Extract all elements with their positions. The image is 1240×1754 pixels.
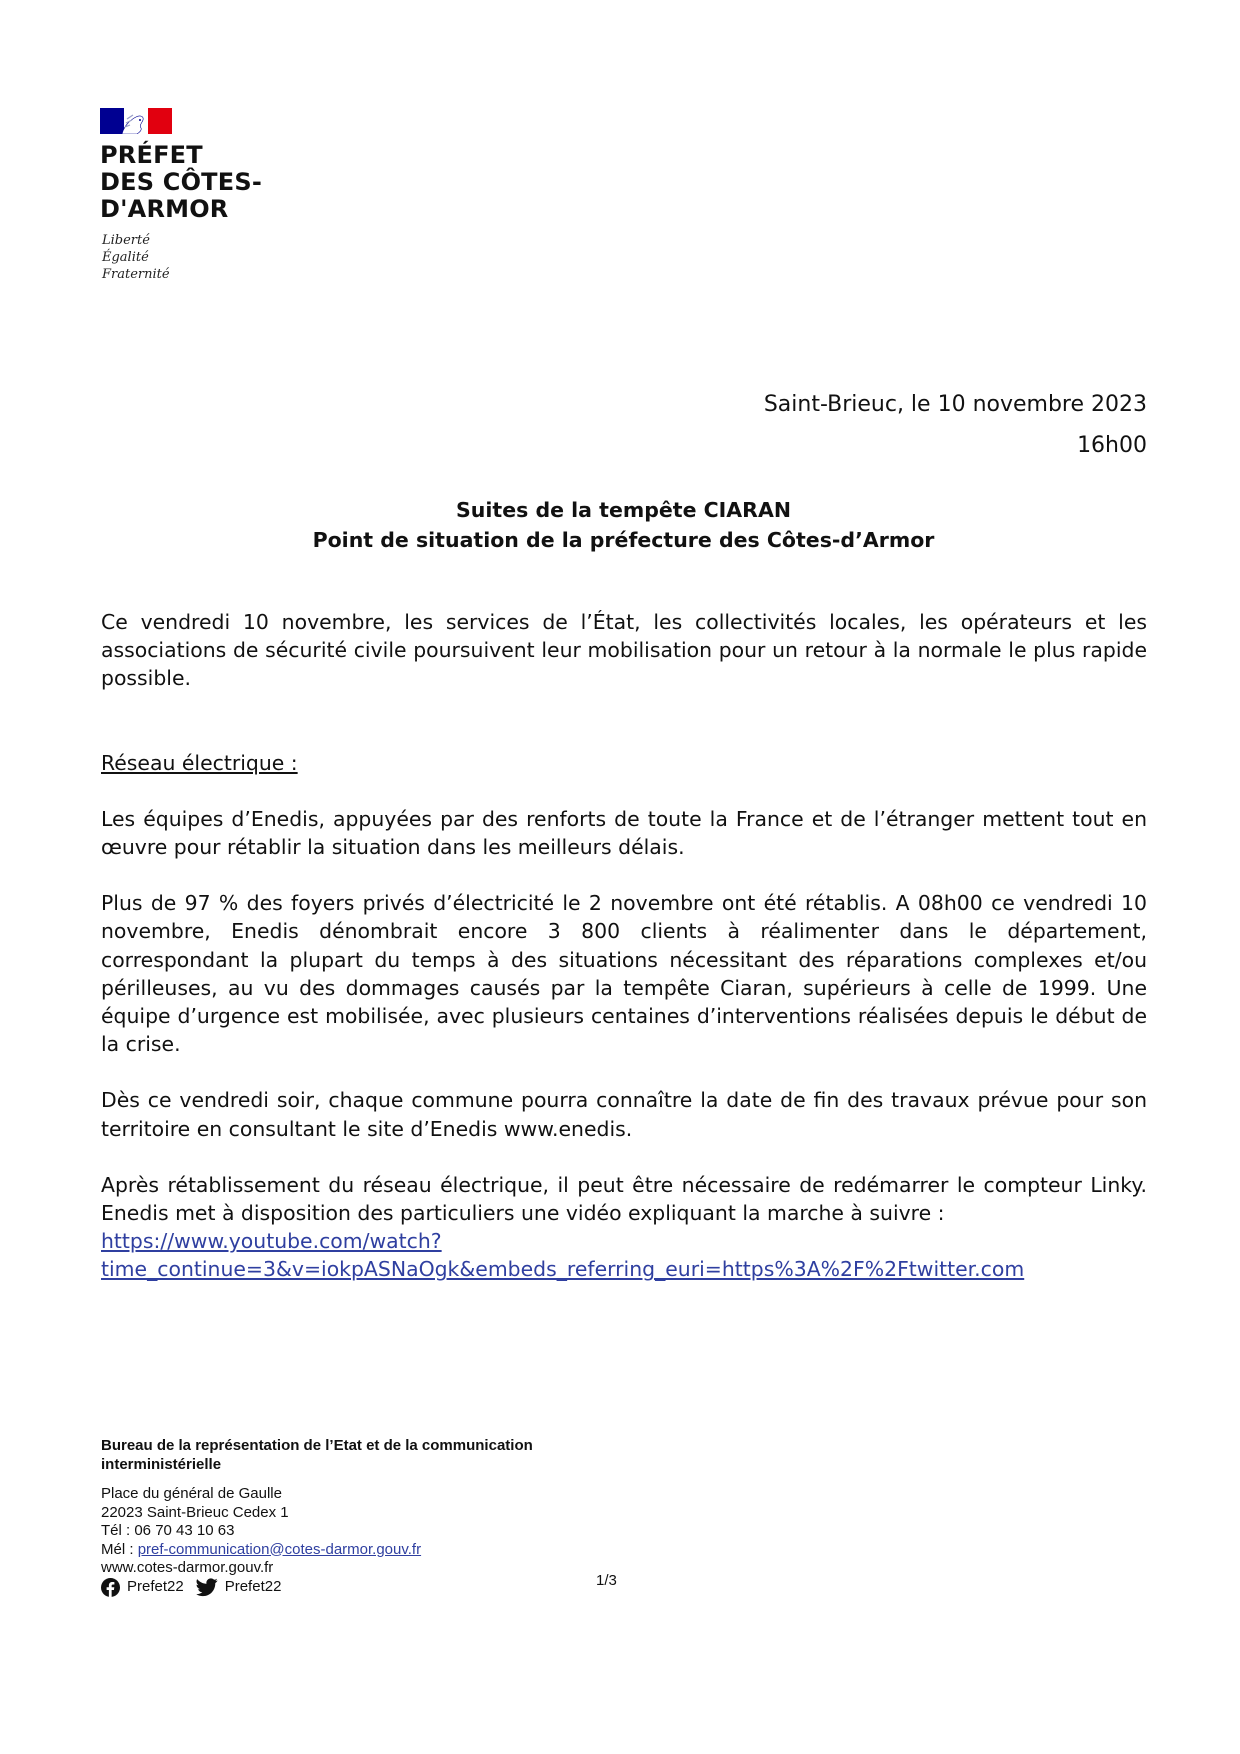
footer-social-row <box>101 1578 621 1597</box>
twitter-handle: Prefet22 <box>224 1577 282 1595</box>
footer-website[interactable]: www.cotes-darmor.gouv.fr <box>101 1559 274 1576</box>
video-link-line-1[interactable]: https://www.youtube.com/watch? <box>101 1229 442 1254</box>
intro-paragraph: Ce vendredi 10 novembre, les services de l’État, les collectivités locales, les opérateurs et les associations de sécurité civile poursuivent leur mobilisation pour un retour à la normale le plus rapide possible. <box>101 610 1147 691</box>
video-link[interactable] <box>101 1227 1147 1283</box>
footer-phone: Tél : 06 70 43 10 63 <box>101 1522 235 1539</box>
twitter-icon <box>196 1578 218 1597</box>
facebook-handle: Prefet22 <box>127 1577 184 1595</box>
marianne-flag-icon <box>100 108 172 134</box>
facebook-icon <box>101 1578 120 1597</box>
footer-email-link[interactable]: pref-communication@cotes-darmor.gouv.fr <box>137 1540 422 1558</box>
title-line-2: Point de situation de la préfecture des Côtes-d’Armor <box>312 528 935 552</box>
facebook-link[interactable] <box>101 1578 184 1597</box>
agency-name: PRÉFET DES CÔTES- D'ARMOR <box>100 141 262 223</box>
paragraph-restoration-status: Plus de 97 % des foyers privés d’électricité le 2 novembre ont été rétablis. A 08h00 ce vendredi 10 novembre, Enedis dénombrait encore 3 800 clients à réalimenter dans le département, correspondant la plupart du temps à des situations nécessitant des réparations complexes et/ou périlleuses, au vu des dommages causés par la tempête Ciaran, supérieurs à celle de 1999. Une équipe d’urgence est mobilisée, avec plusieurs centaines d’interventions réalisées depuis le début de la crise. <box>101 891 1147 1057</box>
place-date: Saint-Brieuc, le 10 novembre 2023 <box>763 392 1147 417</box>
paragraph-linky-restart: Après rétablissement du réseau électrique, il peut être nécessaire de redémarrer le compteur Linky. Enedis met à disposition des particuliers une vidéo expliquant la marche à suivre : <box>101 1172 1147 1226</box>
page-number: 1/3 <box>596 1572 617 1589</box>
release-time: 16h00 <box>1077 433 1147 458</box>
paragraph-enedis-teams: Les équipes d’Enedis, appuyées par des renforts de toute la France et de l’étranger mettent tout en œuvre pour rétablir la situation dans les meilleurs délais. <box>101 806 1147 860</box>
paragraph-end-date-info: Dès ce vendredi soir, chaque commune pourra connaître la date de fin des travaux prévue pour son territoire en consultant le site d’Enedis www.enedis. <box>101 1088 1147 1141</box>
twitter-link[interactable] <box>196 1578 282 1597</box>
section-heading-electric-network: Réseau électrique : <box>101 750 298 775</box>
footer-address-line-1: Place du général de Gaulle <box>101 1485 282 1502</box>
footer-address-line-2: 22023 Saint-Brieuc Cedex 1 <box>101 1503 289 1521</box>
footer-email-label: Mél : <box>101 1540 138 1558</box>
video-link-line-2[interactable]: time_continue=3&v=iokpASNaOgk&embeds_referring_euri=https%3A%2F%2Ftwitter.com <box>101 1257 1025 1282</box>
press-release-title <box>100 495 1147 555</box>
title-line-1: Suites de la tempête CIARAN <box>456 498 791 522</box>
footer-contact <box>101 1437 621 1597</box>
press-release-body <box>101 608 1147 1284</box>
footer-email-row <box>101 1541 621 1560</box>
republic-motto: Liberté Égalité Fraternité <box>102 233 170 282</box>
footer-office-name: Bureau de la représentation de l’Etat et de la communication interministérielle <box>101 1437 533 1473</box>
dateline <box>547 384 1147 466</box>
